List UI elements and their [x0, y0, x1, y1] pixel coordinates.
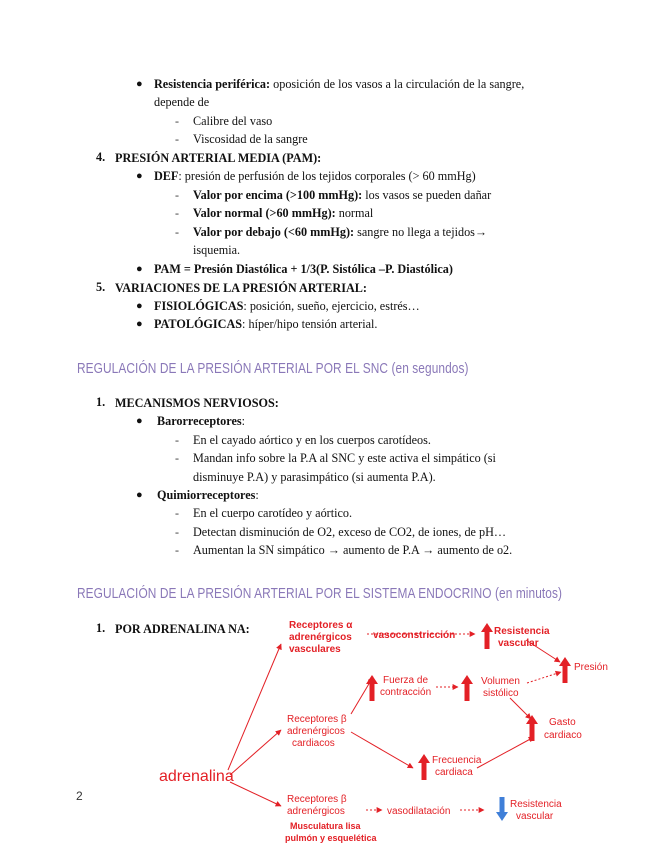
section-title: PRESIÓN ARTERIAL MEDIA (PAM): — [115, 151, 322, 165]
variation-text: : híper/hipo tensión arterial. — [242, 317, 378, 331]
baro-cont: disminuye P.A) y parasimpático (si aumenta P.A). — [193, 470, 436, 484]
alpha-receptor-line: vasculares — [289, 644, 341, 655]
variation-label: FISIOLÓGICAS — [154, 299, 244, 313]
resistencia-up-line: Resistencia — [494, 626, 550, 637]
heading-endocrino: REGULACIÓN DE LA PRESIÓN ARTERIAL POR EL SISTEMA ENDOCRINO (en minutos) — [77, 586, 563, 602]
section-number: 5. — [96, 280, 106, 294]
gasto-line: cardiaco — [544, 730, 582, 741]
alpha-receptor-line: Receptores α — [289, 620, 353, 631]
bullet: ● — [136, 263, 143, 275]
quimio-detail: Detectan disminución de O2, exceso de CO2, de iones, de pH… — [193, 525, 507, 539]
bullet: ● — [136, 415, 143, 427]
section-number: 4. — [96, 150, 106, 164]
quimio-detail: Aumentan la SN simpático → aumento de P.A → aumento de o2. — [193, 543, 513, 557]
adrenalina-label: adrenalina — [159, 768, 234, 785]
vasoconstriccion-label: vasoconstricción — [373, 630, 456, 641]
dash: - — [175, 114, 179, 128]
dash: - — [175, 225, 179, 239]
page-number: 2 — [76, 789, 83, 803]
arrow-line — [230, 730, 281, 775]
dash: - — [175, 188, 179, 202]
bullet: ● — [136, 318, 143, 330]
heading-snc: REGULACIÓN DE LA PRESIÓN ARTERIAL POR EL SNC (en segundos) — [77, 361, 469, 377]
value-label: Valor por debajo (<60 mmHg): — [193, 225, 355, 239]
frecuencia-line: Frecuencia — [432, 755, 482, 766]
fuerza-line: Fuerza de — [383, 675, 429, 686]
fuerza-line: contracción — [380, 687, 432, 698]
quimio-label: Quimiorreceptores — [157, 488, 256, 502]
alpha-receptor-line: adrenérgicos — [289, 632, 352, 643]
variation-text: : posición, sueño, ejercicio, estrés… — [243, 299, 420, 313]
resistencia-label: Resistencia periférica: — [154, 77, 271, 91]
presion-label: Presión — [574, 662, 608, 673]
volumen-line: Volumen — [481, 676, 520, 687]
resistencia-cont: depende de — [154, 95, 210, 109]
section-number: 1. — [96, 621, 106, 635]
resistencia-up-line: vascular — [498, 638, 539, 649]
section-title: MECANISMOS NERVIOSOS: — [115, 396, 279, 410]
dash: - — [175, 525, 179, 539]
arrow-line — [510, 698, 531, 719]
gasto-line: Gasto — [549, 717, 576, 728]
increase-arrow-icon — [481, 623, 493, 649]
pam-formula: PAM = Presión Diastólica + 1/3(P. Sistólica –P. Diastólica) — [154, 262, 453, 276]
section-title: POR ADRENALINA NA: — [115, 622, 250, 636]
musculatura-line: pulmón y esquelética — [285, 833, 377, 843]
baro-detail: En el cayado aórtico y en los cuerpos carotídeos. — [193, 433, 431, 447]
resistencia-down-line: Resistencia — [510, 799, 562, 810]
value-label: Valor por encima (>100 mmHg): — [193, 188, 363, 202]
quimio-colon: : — [255, 488, 259, 502]
baro-detail: Mandan info sobre la P.A al SNC y este activa el simpático (si — [193, 451, 496, 465]
volumen-line: sistólico — [483, 688, 519, 699]
value-text: normal — [335, 206, 374, 220]
increase-arrow-icon — [559, 657, 571, 683]
beta1-receptor-line: adrenérgicos — [287, 726, 345, 737]
section-title: VARIACIONES DE LA PRESIÓN ARTERIAL: — [115, 281, 367, 295]
increase-arrow-icon — [526, 715, 538, 741]
dash: - — [175, 506, 179, 520]
value-text: los vasos se pueden dañar — [362, 188, 492, 202]
beta1-receptor-line: cardiacos — [292, 738, 335, 749]
bullet: ● — [136, 78, 143, 90]
decrease-arrow-icon — [496, 797, 508, 821]
dash: - — [175, 543, 179, 557]
beta2-receptor-line: adrenérgicos — [287, 806, 345, 817]
factor-item: Viscosidad de la sangre — [193, 132, 308, 146]
increase-arrow-icon — [418, 754, 430, 780]
dash: - — [175, 433, 179, 447]
value-label: Valor normal (>60 mmHg): — [193, 206, 336, 220]
resistencia-text: oposición de los vasos a la circulación de la sangre, — [270, 77, 525, 91]
increase-arrow-icon — [366, 675, 378, 701]
increase-arrow-icon — [461, 675, 473, 701]
arrow-line — [477, 737, 534, 768]
arrow-line — [228, 644, 281, 770]
dash: - — [175, 132, 179, 146]
arrow-line — [351, 732, 413, 768]
resistencia-down-line: vascular — [516, 811, 554, 822]
def-label: DEF — [154, 169, 179, 183]
baro-label: Barorreceptores — [157, 414, 242, 428]
arrow-line — [527, 672, 561, 683]
vasodilatacion-label: vasodilatación — [387, 806, 451, 817]
beta2-receptor-line: Receptores β — [287, 794, 347, 805]
bullet: ● — [136, 170, 143, 182]
arrow-line — [230, 782, 281, 806]
variation-label: PATOLÓGICAS — [154, 317, 243, 331]
frecuencia-line: cardiaca — [435, 767, 473, 778]
dash: - — [175, 206, 179, 220]
bullet: ● — [136, 489, 143, 501]
def-text: : presión de perfusión de los tejidos corporales (> 60 mmHg) — [178, 169, 476, 183]
beta1-receptor-line: Receptores β — [287, 714, 347, 725]
value-text: sangre no llega a tejidos→ — [354, 225, 488, 239]
musculatura-line: Musculatura lisa — [290, 821, 361, 831]
factor-item: Calibre del vaso — [193, 114, 273, 128]
bullet: ● — [136, 300, 143, 312]
quimio-detail: En el cuerpo carotídeo y aórtico. — [193, 506, 353, 520]
dash: - — [175, 451, 179, 465]
baro-colon: : — [241, 414, 245, 428]
value-cont: isquemia. — [193, 243, 241, 257]
section-number: 1. — [96, 395, 106, 409]
